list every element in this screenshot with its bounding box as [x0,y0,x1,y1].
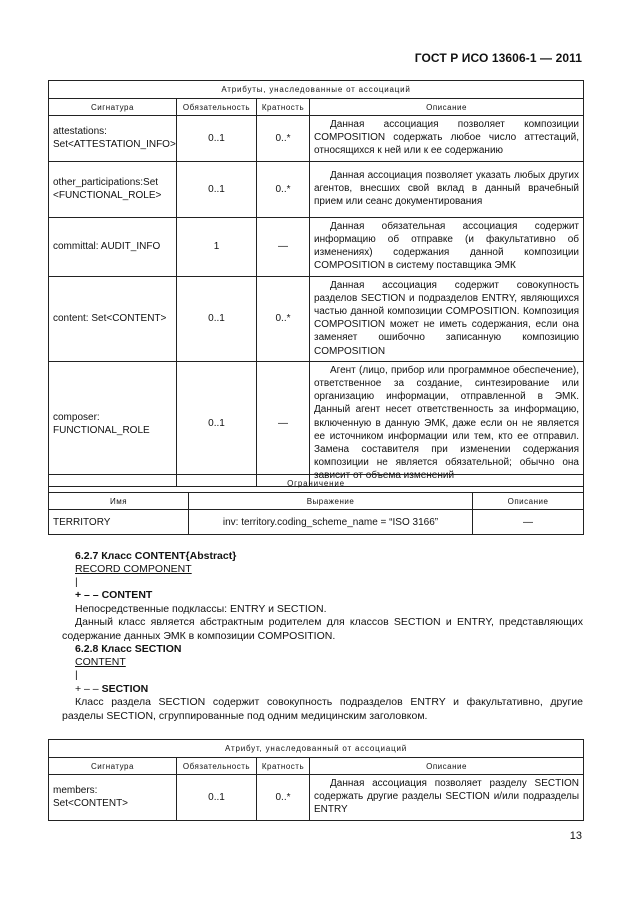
section-heading-content: 6.2.7 Класс CONTENT{Abstract} [75,550,237,562]
inherited-association-table [48,739,584,821]
signature-cell: members: Set<CONTENT> [49,775,177,821]
section-heading-section: 6.2.8 Класс SECTION [75,643,182,655]
column-header: Обязательность [177,99,257,116]
cardinality-cell: 0..* [257,116,310,162]
expression-cell: inv: territory.coding_scheme_name = “ISO 3166” [189,510,473,535]
column-header: Имя [49,493,189,510]
mandatory-cell: 0..1 [177,361,257,486]
mandatory-cell: 0..1 [177,116,257,162]
column-header: Сигнатура [49,99,177,116]
description-cell: Данная ассоциация позволяет разделу SECTION содержать другие разделы SECTION и/или подразделы ENTRY [310,775,584,821]
signature-cell: content: Set<CONTENT> [49,276,177,361]
page-number: 13 [569,830,582,842]
cardinality-cell: 0..* [257,161,310,217]
signature-cell: attestations: Set<ATTESTATION_INFO> [49,116,177,162]
constraint-table [48,474,584,535]
table-row [49,361,584,486]
cardinality-cell: 0..* [257,276,310,361]
table-row [49,116,584,162]
table-row [49,510,584,535]
column-header: Выражение [189,493,473,510]
column-header: Описание [310,758,584,775]
parent-class-label: CONTENT [75,656,126,668]
description-cell: Данная ассоциация позволяет указать любых других агентов, внесших свой вклад в данный врачебный прием или сеанс документирования [310,161,584,217]
child-class-label: + – – SECTION [75,683,149,695]
description-cell: Данная обязательная ассоциация содержит информацию об отправке (и факультативно об изменениях) содержания данной композиции COMPOSITION в систему поставщика ЭМК [310,217,584,276]
subclasses-text: Непосредственные подклассы: ENTRY и SECTION. [75,603,327,615]
table-caption: Атрибут, унаследованный от ассоциаций [49,740,584,758]
table-caption: Ограничение [49,475,584,493]
description-cell: — [473,510,584,535]
cardinality-cell: — [257,361,310,486]
hierarchy-pipe: | [75,669,78,681]
mandatory-cell: 0..1 [177,276,257,361]
parent-class-label: RECORD COMPONENT [75,563,192,575]
mandatory-cell: 1 [177,217,257,276]
signature-cell: other_participations:Set <FUNCTIONAL_ROLE> [49,161,177,217]
cardinality-cell: — [257,217,310,276]
table-caption: Атрибуты, унаследованные от ассоциаций [49,81,584,99]
signature-cell: composer: FUNCTIONAL_ROLE [49,361,177,486]
column-header: Описание [310,99,584,116]
column-header: Кратность [257,758,310,775]
name-cell: TERRITORY [49,510,189,535]
mandatory-cell: 0..1 [177,775,257,821]
hierarchy-pipe: | [75,576,78,588]
signature-cell: committal: AUDIT_INFO [49,217,177,276]
column-header: Сигнатура [49,758,177,775]
description-cell: Данная ассоциация содержит совокупность разделов SECTION и подразделов ENTRY, являющихся частью данной композиции COMPOSITION. Композиция COMPOSITION может не иметь содержания, если она заменяет ошибочно записанную композицию COMPOSITION [310,276,584,361]
paragraph: Класс раздела SECTION содержит совокупность подразделов ENTRY и факультативно, другие разделы SECTION, сгруппированные под одним медицинским заголовком. [62,696,583,722]
description-cell: Данная ассоциация позволяет композиции COMPOSITION содержать любое число аттестаций, относящихся к ней или к ее содержанию [310,116,584,162]
column-header: Обязательность [177,758,257,775]
inherited-associations-table [48,80,584,487]
paragraph: Данный класс является абстрактным родителем для классов SECTION и ENTRY, представляющих содержание данных ЭМК в композиции COMPOSITION. [62,616,583,642]
table-row [49,276,584,361]
table-row [49,217,584,276]
table-row [49,161,584,217]
mandatory-cell: 0..1 [177,161,257,217]
column-header: Кратность [257,99,310,116]
description-cell: Агент (лицо, прибор или программное обеспечение), ответственное за создание, синтезирование или организацию информации, отправленной в ЭМК. Данный агент несет ответственность за информацию, включенную в данную ЭМК, даже если он не является ее источником информации или тем, кто ее отправил. Замена составителя при изменении содержания композиции не является обязательной; обычно она зависит от объема изменений [310,361,584,486]
cardinality-cell: 0..* [257,775,310,821]
document-header: ГОСТ Р ИСО 13606-1 — 2011 [414,51,582,65]
child-class-label: + – – CONTENT [75,589,153,601]
table-row [49,775,584,821]
column-header: Описание [473,493,584,510]
